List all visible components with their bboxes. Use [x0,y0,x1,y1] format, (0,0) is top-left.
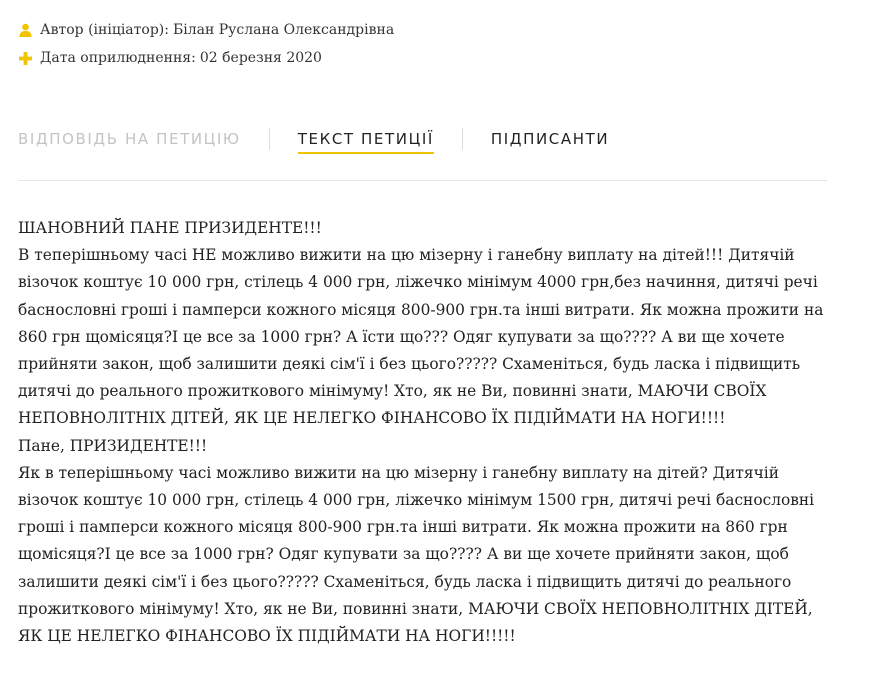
petition-paragraph: Як в теперішньому часі можливо вижити на цю мізерну і ганебну виплату на дітей? Дитячій візочок коштує 10 000 грн, стілець 4 000 грн, ліжечко мінімум 1500 грн, дитячі речі баснословні гроші і памперси кожного місяця 800-900 грн.та інші витрати. Як можна прожити на 860 грн щомісяця?І це все за 1000 грн? Одяг купувати за що???? А ви ще хочете прийняти закон, щоб залишити деякі сім'ї і без цього????? Схаменіться, будь ласка і підвищить дитячі до реального прожиткового мінімуму! Хто, як не Ви, повинні знати, МАЮЧИ СВОЇХ НЕПОВНОЛІТНІХ ДІТЕЙ, ЯК ЦЕ НЕЛЕГКО ФІНАНСОВО ЇХ ПІДІЙМАТИ НА НОГИ!!!!! [18,463,815,646]
petition-text [18,215,830,650]
publication-date: 02 березня 2020 [199,50,322,66]
petition-tabs [18,118,827,181]
user-icon [18,22,32,38]
date-row [18,47,394,69]
author-name: Білан Руслана Олександрівна [172,22,395,38]
petition-meta [18,19,394,75]
tab-response[interactable]: ВІДПОВІДЬ НА ПЕТИЦІЮ [18,130,241,148]
author-label: Автор (ініціатор): [40,22,169,38]
tab-signers[interactable]: ПІДПИСАНТИ [490,130,610,148]
author-row [18,19,394,41]
petition-greeting: ШАНОВНИЙ ПАНЕ ПРИЗИДЕНТЕ!!! [18,219,322,237]
tab-divider [462,128,463,150]
petition-paragraph: В теперішньому часі НЕ можливо вижити на цю мізерну і ганебну виплату на дітей!!! Дитячій візочок коштує 10 000 грн, стілець 4 000 грн, ліжечко мінімум 4000 грн,без начиння, дитячі речі баснословні гроші і памперси кожного місяця 800-900 грн.та інші витрати. Як можна прожити на 860 грн щомісяця?І це все за 1000 грн? А їсти що??? Одяг купувати за що???? А ви ще хочете прийняти закон, щоб залишити деякі сім'ї і без цього????? Схаменіться, будь ласка і підвищить дитячі до реального прожиткового мінімуму! Хто, як не Ви, повинні знати, МАЮЧИ СВОЇХ НЕПОВНОЛІТНІХ ДІТЕЙ, ЯК ЦЕ НЕЛЕГКО ФІНАНСОВО ЇХ ПІДІЙМАТИ НА НОГИ!!!! [18,246,824,428]
date-label: Дата оприлюднення: [40,50,196,66]
tab-petition-text[interactable]: ТЕКСТ ПЕТИЦІЇ [298,118,434,152]
petition-greeting: Пане, ПРИЗИДЕНТЕ!!! [18,436,208,455]
tab-divider [269,128,270,150]
plus-icon [18,50,32,66]
